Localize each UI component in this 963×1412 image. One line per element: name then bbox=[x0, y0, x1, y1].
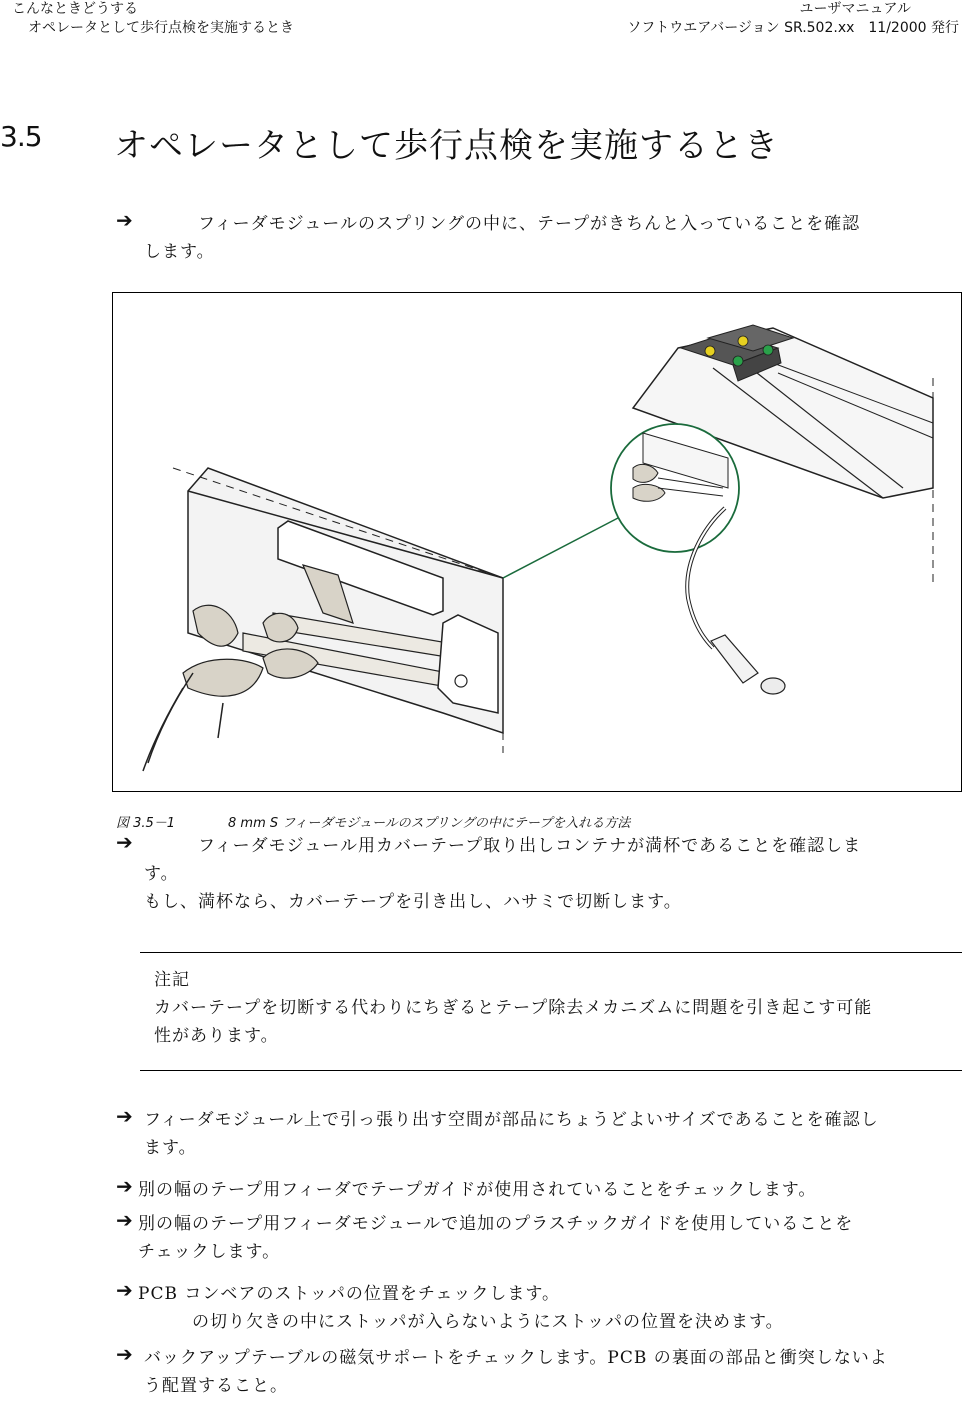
arrow-right-icon: ➔ bbox=[116, 830, 133, 854]
note-box bbox=[154, 966, 962, 1050]
header-version: ソフトウエアバージョン SR.502.xx 11/2000 発行 bbox=[627, 20, 959, 36]
list-item: ➔ 別の幅のテープ用フィーダモジュールで追加のプラスチックガイドを使用していることを チェックします。 bbox=[116, 1208, 854, 1262]
arrow-right-icon: ➔ bbox=[116, 1278, 133, 1302]
arrow-right-icon: ➔ bbox=[116, 1208, 133, 1232]
arrow-right-icon: ➔ bbox=[116, 1342, 133, 1366]
checklist bbox=[116, 1104, 962, 1412]
note-bottom-rule bbox=[140, 1070, 962, 1071]
list-item: ➔ 別の幅のテープ用フィーダでテープガイドが使用されていることをチェックします。 bbox=[116, 1174, 817, 1200]
header-section: オペレータとして歩行点検を実施するとき bbox=[28, 20, 294, 36]
page-title: オペレータとして歩行点検を実施するとき bbox=[114, 126, 779, 166]
header-chapter: こんなときどうする bbox=[12, 1, 138, 17]
note-text-line2: 性があります。 bbox=[154, 1026, 279, 1046]
note-heading: 注記 bbox=[154, 970, 190, 990]
list-item: ➔ バックアップテーブルの磁気サポートをチェックします。PCB の裏面の部品と衝突しないよ う配置すること。 bbox=[116, 1342, 888, 1396]
note-text-line1: カバーテープを切断する代わりにちぎるとテープ除去メカニズムに問題を引き起こす可能 bbox=[154, 998, 873, 1018]
arrow-right-icon: ➔ bbox=[116, 1104, 133, 1128]
figure-caption: 8 mm S フィーダモジュールのスプリングの中にテープを入れる方法 bbox=[228, 816, 631, 831]
list-item: ➔ フィーダモジュール上で引っ張り出す空間が部品にちょうどよいサイズであることを確認し ます。 bbox=[116, 1104, 879, 1158]
step2-text: フィーダモジュール用カバーテープ取り出しコンテナが満杯であることを確認しま す。 もし、満杯なら、カバーテープを引き出し、ハサミで切断します。 bbox=[144, 836, 862, 912]
section-number: 3.5 bbox=[0, 120, 42, 153]
figure-frame bbox=[112, 292, 962, 792]
note-top-rule bbox=[140, 952, 962, 953]
header-manual-title: ユーザマニュアル bbox=[799, 1, 911, 17]
arrow-right-icon: ➔ bbox=[116, 1174, 133, 1198]
figure-label: 図 3.5－1 bbox=[116, 816, 176, 831]
arrow-right-icon: ➔ bbox=[116, 208, 133, 232]
list-item: ➔ PCB コンベアのストッパの位置をチェックします。 の切り欠きの中にストッパが入らないようにストッパの位置を決めます。 bbox=[116, 1278, 784, 1332]
step1-text: フィーダモジュールのスプリングの中に、テープがきちんと入っていることを確認 します。 bbox=[144, 214, 861, 262]
feeder-spring-illustration bbox=[113, 293, 961, 791]
